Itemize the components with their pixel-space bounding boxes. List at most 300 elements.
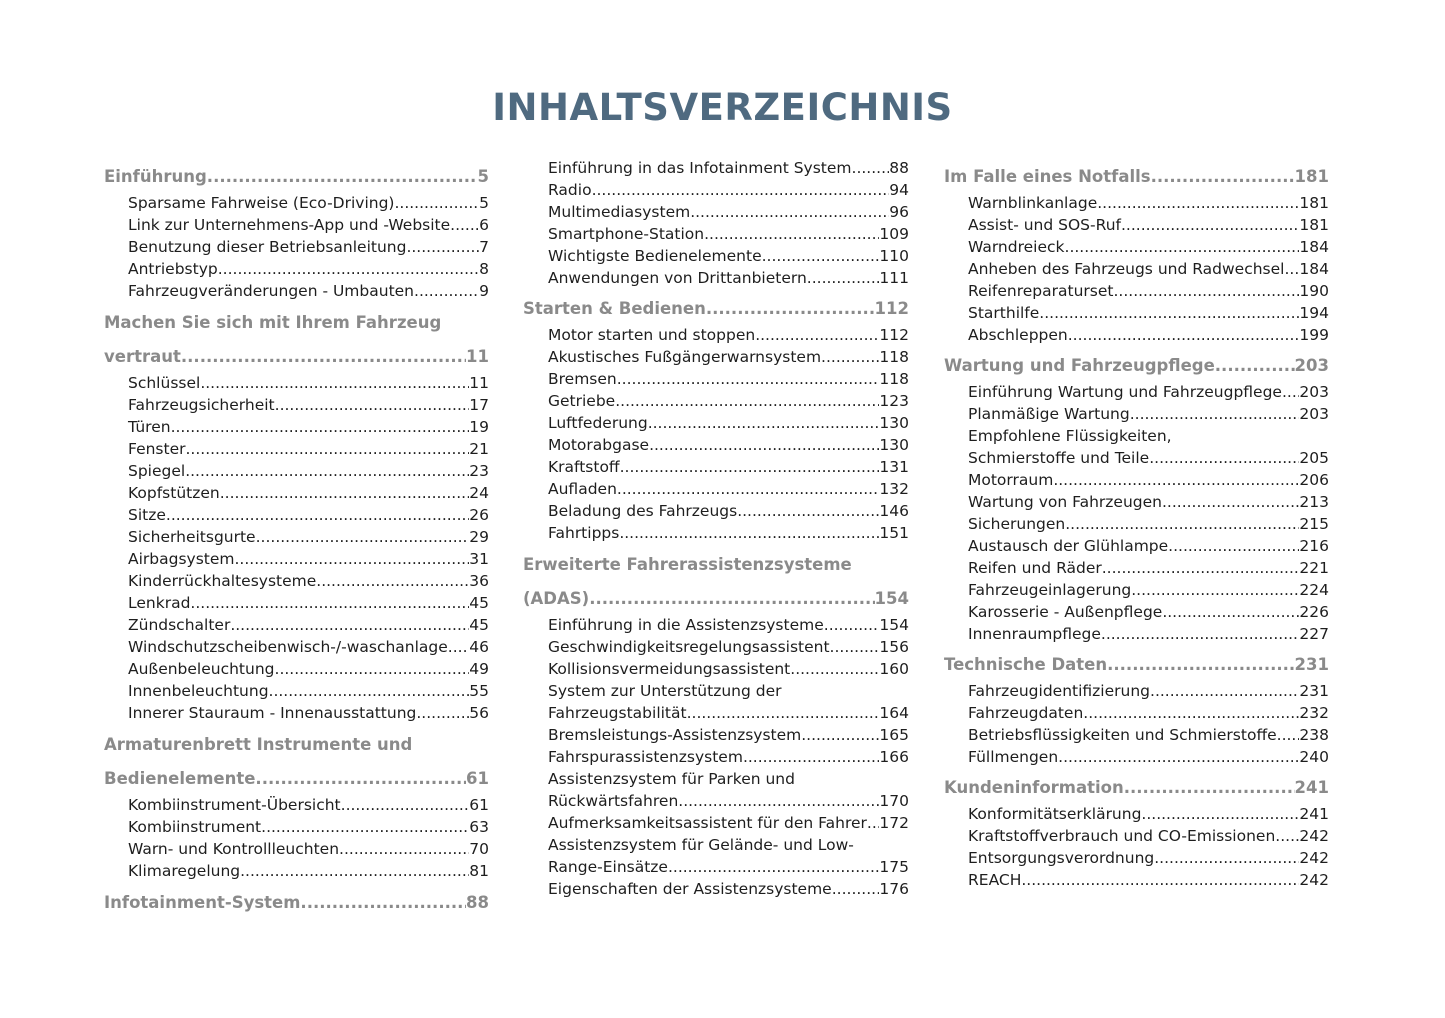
toc-page: 11: [466, 347, 489, 366]
toc-page: 176: [879, 880, 909, 898]
toc-section-adas[interactable]: [523, 588, 909, 610]
toc-entry[interactable]: [968, 825, 1329, 847]
toc-leader: [1275, 825, 1299, 847]
toc-entry[interactable]: [968, 214, 1329, 236]
toc-entry[interactable]: [128, 794, 489, 816]
toc-entry[interactable]: [548, 346, 909, 368]
toc-leader: [200, 372, 469, 394]
toc-page: 205: [1299, 449, 1329, 467]
toc-page: 156: [879, 638, 909, 656]
toc-page: 110: [879, 247, 909, 265]
toc-page: 154: [879, 616, 909, 634]
toc-page: 241: [1299, 805, 1329, 823]
toc-entry[interactable]: [968, 236, 1329, 258]
toc-leader: [1058, 746, 1299, 768]
toc-entry[interactable]: [548, 790, 909, 812]
toc-entry[interactable]: [548, 746, 909, 768]
toc-entry[interactable]: [968, 724, 1329, 746]
toc-section-label: Wartung und Fahrzeugpflege: [944, 356, 1215, 375]
toc-section-fahrzeug-vertraut[interactable]: [104, 346, 489, 368]
toc-leader: [275, 394, 470, 416]
toc-entry[interactable]: [128, 570, 489, 592]
toc-entry-label: Karosserie - Außenpflege: [968, 603, 1163, 621]
toc-leader: [867, 812, 880, 834]
toc-entry[interactable]: [548, 179, 909, 201]
toc-page: 242: [1299, 827, 1329, 845]
toc-leader: [620, 456, 880, 478]
toc-entry-label: Radio: [548, 181, 592, 199]
toc-entry-label: Antriebstyp: [128, 260, 218, 278]
toc-entry-label: Smartphone-Station: [548, 225, 705, 243]
toc-entry-label: Kinderrückhaltesysteme: [128, 572, 317, 590]
toc-entry[interactable]: [128, 192, 489, 214]
toc-leader: [448, 636, 469, 658]
toc-leader: [615, 390, 879, 412]
toc-page: 46: [469, 638, 489, 656]
toc-leader: [592, 179, 890, 201]
toc-entry[interactable]: [128, 460, 489, 482]
toc-entry-label: Sicherungen: [968, 515, 1066, 533]
toc-page: 172: [879, 814, 909, 832]
toc-page: 151: [879, 524, 909, 542]
toc-leader: [190, 592, 469, 614]
toc-entry[interactable]: [968, 192, 1329, 214]
toc-leader: [1121, 214, 1299, 236]
toc-page: 88: [466, 893, 489, 912]
toc-entry-label: Betriebsflüssigkeiten und Schmierstoffe: [968, 726, 1277, 744]
toc-page: 111: [879, 269, 909, 287]
toc-entry[interactable]: [968, 302, 1329, 324]
toc-leader: [1215, 355, 1295, 377]
toc-page: 224: [1299, 581, 1329, 599]
toc-page: 132: [879, 480, 909, 498]
toc-page: 203: [1299, 383, 1329, 401]
toc-entry[interactable]: [548, 636, 909, 658]
toc-entry[interactable]: [548, 368, 909, 390]
toc-section-kundeninformation[interactable]: [944, 777, 1329, 799]
toc-page: 55: [469, 682, 489, 700]
toc-entry[interactable]: [548, 478, 909, 500]
toc-page: 194: [1299, 304, 1329, 322]
toc-leader: [181, 346, 466, 368]
toc-entry[interactable]: [128, 482, 489, 504]
toc-entry-label: Akustisches Fußgängerwarnsystem: [548, 348, 822, 366]
toc-entry[interactable]: [128, 372, 489, 394]
toc-leader: [1282, 381, 1299, 403]
toc-entry[interactable]: [968, 579, 1329, 601]
toc-entry[interactable]: [128, 416, 489, 438]
toc-section-label: Armaturenbrett Instrumente und: [104, 735, 413, 754]
toc-entry-label: Kombiinstrument-Übersicht: [128, 796, 341, 814]
toc-entry[interactable]: [128, 236, 489, 258]
toc-page: 181: [1299, 194, 1329, 212]
toc-leader: [1065, 236, 1300, 258]
toc-leader: [261, 816, 469, 838]
toc-entry-label: Aufmerksamkeitsassistent für den Fahrer: [548, 814, 867, 832]
toc-leader: [589, 588, 874, 610]
toc-page: 19: [469, 418, 489, 436]
toc-entry-label: System zur Unterstützung der: [548, 682, 782, 700]
toc-page: 181: [1294, 167, 1329, 186]
toc-page: 160: [879, 660, 909, 678]
toc-leader: [339, 838, 469, 860]
toc-leader: [1162, 601, 1299, 623]
toc-entry-label: Kraftstoffverbrauch und CO-Emissionen: [968, 827, 1276, 845]
toc-entry-label: Fahrzeugveränderungen - Umbauten: [128, 282, 415, 300]
toc-leader: [300, 892, 466, 914]
toc-entry[interactable]: [548, 157, 909, 179]
toc-entry[interactable]: [128, 614, 489, 636]
toc-entry-label: Beladung des Fahrzeugs: [548, 502, 738, 520]
toc-entry[interactable]: [548, 434, 909, 456]
toc-page: 216: [1299, 537, 1329, 555]
toc-entry-label: Assistenzsystem für Gelände- und Low-: [548, 836, 854, 854]
toc-entry-label: Assist- und SOS-Ruf: [968, 216, 1121, 234]
toc-leader: [1107, 654, 1294, 676]
toc-entry[interactable]: [968, 447, 1329, 469]
toc-leader: [1131, 579, 1299, 601]
toc-leader: [406, 236, 479, 258]
toc-entry[interactable]: [128, 548, 489, 570]
toc-section-label: Erweiterte Fahrerassistenzsysteme: [523, 555, 852, 574]
toc-section-technische-daten[interactable]: [944, 654, 1329, 676]
toc-page: 190: [1299, 282, 1329, 300]
toc-leader: [220, 482, 470, 504]
toc-entry-label: Fahrzeugstabilität: [548, 704, 687, 722]
toc-entry[interactable]: [968, 469, 1329, 491]
toc-page: 24: [469, 484, 489, 502]
toc-page: 203: [1299, 405, 1329, 423]
toc-leader: [1162, 491, 1299, 513]
toc-leader: [256, 526, 470, 548]
toc-section-label: Kundeninformation: [944, 778, 1124, 797]
toc-entry-label: Innerer Stauraum - Innenausstattung: [128, 704, 417, 722]
toc-leader: [668, 856, 879, 878]
toc-entry-label: Assistenzsystem für Parken und: [548, 770, 795, 788]
toc-entry-label: Benutzung dieser Betriebsanleitung: [128, 238, 407, 256]
toc-leader: [1068, 324, 1300, 346]
toc-page: 61: [469, 796, 489, 814]
toc-entry[interactable]: [128, 658, 489, 680]
toc-leader: [1097, 192, 1299, 214]
toc-leader: [801, 724, 879, 746]
toc-leader: [1141, 803, 1299, 825]
toc-page: 8: [479, 260, 489, 278]
toc-leader: [737, 500, 879, 522]
toc-page: 131: [879, 458, 909, 476]
toc-entry-label: Motor starten und stoppen: [548, 326, 756, 344]
toc-leader: [207, 166, 478, 188]
toc-entry[interactable]: [548, 658, 909, 680]
toc-entry-label: Fahrzeugeinlagerung: [968, 581, 1132, 599]
toc-page: 199: [1299, 326, 1329, 344]
toc-entry[interactable]: [548, 223, 909, 245]
toc-page: 94: [889, 181, 909, 199]
toc-page: 31: [469, 550, 489, 568]
toc-entry-label: Warnblinkanlage: [968, 194, 1098, 212]
toc-entry[interactable]: [548, 812, 909, 834]
toc-entry[interactable]: [548, 724, 909, 746]
toc-entry[interactable]: [548, 390, 909, 412]
toc-leader: [648, 412, 880, 434]
toc-entry[interactable]: [128, 702, 489, 724]
toc-leader: [166, 504, 469, 526]
toc-section-starten-bedienen[interactable]: [523, 298, 909, 320]
toc-leader: [1083, 702, 1299, 724]
toc-entry-label: Einführung Wartung und Fahrzeugpflege: [968, 383, 1282, 401]
toc-entry[interactable]: [968, 491, 1329, 513]
toc-page: 118: [879, 370, 909, 388]
toc-entry-label: Türen: [128, 418, 171, 436]
toc-page: 29: [469, 528, 489, 546]
toc-leader: [1039, 302, 1299, 324]
toc-entry-label: Empfohlene Flüssigkeiten,: [968, 427, 1172, 445]
toc-page: 203: [1294, 356, 1329, 375]
toc-leader: [1168, 535, 1299, 557]
toc-leader: [186, 438, 470, 460]
toc-entry-label: Motorabgase: [548, 436, 650, 454]
toc-entry-label: Rückwärtsfahren: [548, 792, 679, 810]
toc-page: 164: [879, 704, 909, 722]
toc-entry-label: Reifen und Räder: [968, 559, 1102, 577]
toc-section-label: Infotainment-System: [104, 893, 301, 912]
toc-leader: [824, 614, 880, 636]
toc-entry-label: Fenster: [128, 440, 186, 458]
toc-entry[interactable]: [548, 614, 909, 636]
toc-page: 166: [879, 748, 909, 766]
toc-entry[interactable]: [128, 860, 489, 882]
toc-entry[interactable]: [128, 504, 489, 526]
toc-entry[interactable]: [968, 869, 1329, 891]
toc-entry-label: Kraftstoff: [548, 458, 620, 476]
toc-entry-label: Fahrzeugsicherheit: [128, 396, 275, 414]
toc-entry[interactable]: [548, 856, 909, 878]
toc-page: 21: [469, 440, 489, 458]
toc-entry[interactable]: [548, 522, 909, 544]
toc-entry[interactable]: [548, 245, 909, 267]
toc-entry[interactable]: [968, 513, 1329, 535]
toc-section-label: (ADAS): [523, 589, 590, 608]
toc-entry-label: Schlüssel: [128, 374, 201, 392]
toc-entry-label: Bremsen: [548, 370, 617, 388]
toc-entry[interactable]: [968, 403, 1329, 425]
toc-leader: [394, 192, 479, 214]
toc-page: 241: [1294, 778, 1329, 797]
toc-leader: [649, 434, 879, 456]
toc-page: 61: [466, 769, 489, 788]
toc-entry[interactable]: [128, 280, 489, 302]
toc-leader: [1124, 777, 1295, 799]
toc-page: 5: [477, 167, 489, 186]
toc-leader: [185, 460, 469, 482]
toc-entry[interactable]: [128, 816, 489, 838]
toc-entry-label: Fahrspurassistenzsystem: [548, 748, 743, 766]
toc-entry[interactable]: [968, 746, 1329, 768]
toc-entry[interactable]: [968, 258, 1329, 280]
toc-leader: [1053, 469, 1299, 491]
toc-entry[interactable]: [968, 702, 1329, 724]
toc-entry[interactable]: [548, 267, 909, 289]
toc-page: 154: [874, 589, 909, 608]
toc-section-notfall[interactable]: [944, 166, 1329, 188]
toc-page: 118: [879, 348, 909, 366]
toc-page: 6: [479, 216, 489, 234]
toc-entry-label: Getriebe: [548, 392, 616, 410]
toc-entry-label: Warn- und Kontrollleuchten: [128, 840, 340, 858]
toc-entry[interactable]: [548, 702, 909, 724]
toc-section-wartung[interactable]: [944, 355, 1329, 377]
toc-section-label: Im Falle eines Notfalls: [944, 167, 1151, 186]
toc-page: 170: [879, 792, 909, 810]
toc-entry-label: Link zur Unternehmens-App und -Website: [128, 216, 451, 234]
toc-entry[interactable]: [548, 500, 909, 522]
toc-leader: [678, 790, 879, 812]
toc-entry-label: Anheben des Fahrzeugs und Radwechsel: [968, 260, 1285, 278]
toc-leader: [269, 680, 470, 702]
toc-page: 45: [469, 616, 489, 634]
toc-entry-label: Luftfederung: [548, 414, 648, 432]
toc-entry-label: Fahrtipps: [548, 524, 620, 542]
toc-entry[interactable]: [548, 324, 909, 346]
toc-page: 221: [1299, 559, 1329, 577]
toc-entry[interactable]: [968, 381, 1329, 403]
toc-page: 184: [1299, 238, 1329, 256]
toc-leader: [832, 878, 880, 900]
toc-page: 11: [469, 374, 489, 392]
toc-page: 242: [1299, 871, 1329, 889]
toc-entry-label: Kombiinstrument: [128, 818, 262, 836]
toc-entry-label: Planmäßige Wartung: [968, 405, 1130, 423]
toc-leader: [1130, 403, 1300, 425]
toc-page: 96: [889, 203, 909, 221]
toc-leader: [171, 416, 470, 438]
toc-entry-label: Motorraum: [968, 471, 1054, 489]
toc-page: 123: [879, 392, 909, 410]
toc-entry[interactable]: [548, 456, 909, 478]
toc-leader: [235, 548, 470, 570]
toc-page: 206: [1299, 471, 1329, 489]
toc-entry[interactable]: [128, 680, 489, 702]
toc-entry[interactable]: [548, 201, 909, 223]
toc-leader: [617, 478, 880, 500]
toc-leader: [218, 258, 479, 280]
toc-entry-label: Fahrzeugdaten: [968, 704, 1084, 722]
toc-entry[interactable]: [548, 412, 909, 434]
toc-page: 45: [469, 594, 489, 612]
toc-entry-label: Sicherheitsgurte: [128, 528, 256, 546]
toc-leader: [341, 794, 470, 816]
toc-entry[interactable]: [128, 636, 489, 658]
toc-leader: [275, 658, 470, 680]
toc-entry[interactable]: [128, 394, 489, 416]
toc-leader: [1151, 166, 1295, 188]
toc-entry[interactable]: [968, 623, 1329, 645]
toc-entry-label: Abschleppen: [968, 326, 1068, 344]
toc-leader: [230, 614, 469, 636]
toc-leader: [807, 267, 880, 289]
toc-entry-label: Sitze: [128, 506, 166, 524]
toc-leader: [830, 636, 880, 658]
toc-entry-label: REACH: [968, 871, 1022, 889]
toc-section-einfuehrung[interactable]: [104, 166, 489, 188]
toc-leader: [1101, 623, 1300, 645]
toc-page: 36: [469, 572, 489, 590]
toc-entry-label: Einführung in die Assistenzsysteme: [548, 616, 824, 634]
toc-entry-label: Füllmengen: [968, 748, 1059, 766]
toc-leader: [762, 245, 880, 267]
toc-entry[interactable]: [968, 557, 1329, 579]
toc-entry-label: Airbagsystem: [128, 550, 235, 568]
toc-section-label: Machen Sie sich mit Ihrem Fahrzeug: [104, 313, 442, 332]
toc-entry[interactable]: [548, 878, 909, 900]
toc-page: 184: [1299, 260, 1329, 278]
toc-entry-label: Anwendungen von Drittanbietern: [548, 269, 807, 287]
toc-page: 130: [879, 436, 909, 454]
toc-entry[interactable]: [968, 280, 1329, 302]
toc-entry-label: Kollisionsvermeidungsassistent: [548, 660, 791, 678]
toc-entry[interactable]: [968, 535, 1329, 557]
page-title: INHALTSVERZEICHNIS: [492, 86, 953, 129]
toc-leader: [414, 280, 479, 302]
toc-leader: [240, 860, 469, 882]
toc-entry[interactable]: [128, 526, 489, 548]
toc-page: 146: [879, 502, 909, 520]
toc-leader: [1284, 258, 1299, 280]
toc-leader: [255, 768, 466, 790]
toc-entry-label: Reifenreparaturset: [968, 282, 1114, 300]
toc-entry-label: Zündschalter: [128, 616, 231, 634]
toc-page: 9: [479, 282, 489, 300]
toc-entry-label: Sparsame Fahrweise (Eco-Driving): [128, 194, 395, 212]
toc-entry[interactable]: [128, 592, 489, 614]
toc-entry[interactable]: [968, 680, 1329, 702]
toc-entry-label: Kopfstützen: [128, 484, 220, 502]
toc-entry-label: Starthilfe: [968, 304, 1040, 322]
toc-page: 56: [469, 704, 489, 722]
toc-entry[interactable]: [968, 324, 1329, 346]
toc-entry[interactable]: [128, 838, 489, 860]
toc-page: 240: [1299, 748, 1329, 766]
toc-leader: [704, 223, 879, 245]
toc-entry[interactable]: [968, 803, 1329, 825]
toc-page: 81: [469, 862, 489, 880]
toc-entry-label: Klimaregelung: [128, 862, 241, 880]
toc-entry[interactable]: [968, 601, 1329, 623]
toc-entry[interactable]: [128, 214, 489, 236]
toc-entry-label: Bremsleistungs-Assistenzsystem: [548, 726, 802, 744]
toc-page: 215: [1299, 515, 1329, 533]
toc-leader: [743, 746, 879, 768]
toc-page: 112: [879, 326, 909, 344]
toc-page: 7: [479, 238, 489, 256]
toc-leader: [619, 522, 879, 544]
toc-entry-label: Innenbeleuchtung: [128, 682, 269, 700]
toc-section-label: Bedienelemente: [104, 769, 256, 788]
toc-entry[interactable]: [968, 847, 1329, 869]
toc-entry[interactable]: [128, 438, 489, 460]
toc-page: 88: [889, 159, 909, 177]
toc-entry-label: Schmierstoffe und Teile: [968, 449, 1150, 467]
toc-page: 17: [469, 396, 489, 414]
toc-entry-label: Entsorgungsverordnung: [968, 849, 1155, 867]
toc-section-infotainment[interactable]: [104, 892, 489, 914]
toc-leader: [706, 298, 875, 320]
toc-entry[interactable]: [128, 258, 489, 280]
toc-entry-label: Fahrzeugidentifizierung: [968, 682, 1151, 700]
toc-section-armaturenbrett[interactable]: [104, 768, 489, 790]
toc-leader: [1113, 280, 1299, 302]
toc-entry-label: Multimediasystem: [548, 203, 691, 221]
